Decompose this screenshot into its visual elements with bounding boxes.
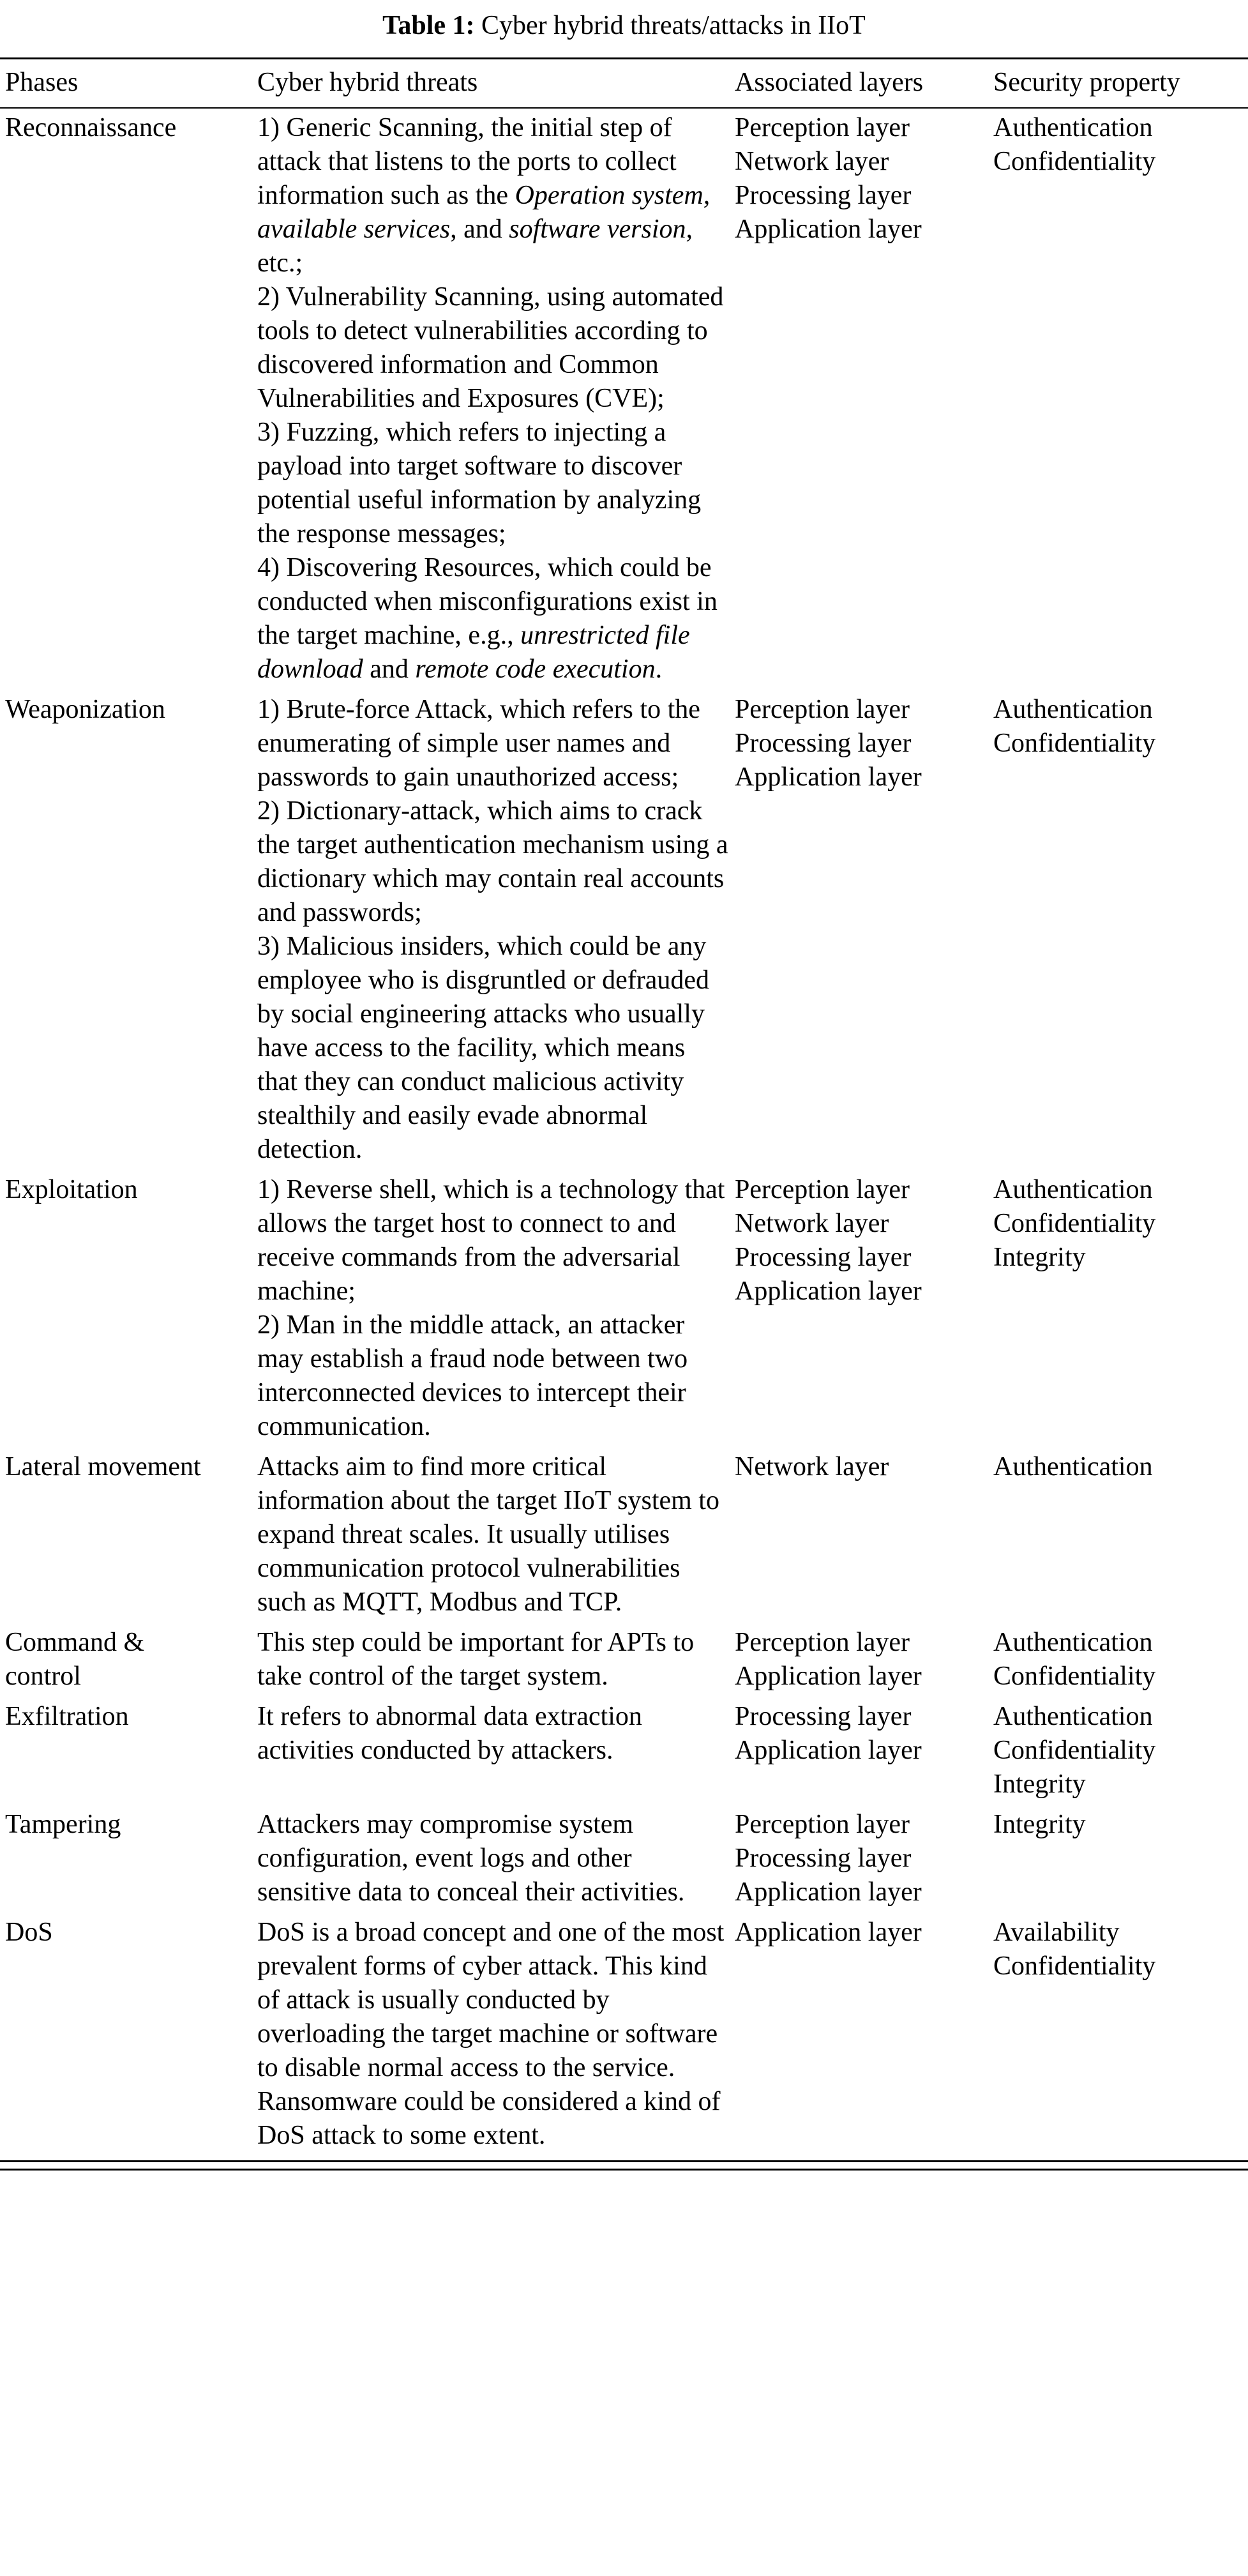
layer-line: Network layer	[735, 1209, 889, 1238]
security-line: Authentication	[993, 1702, 1153, 1731]
security-cell	[993, 108, 1248, 690]
phase-cell: Exploitation	[5, 1175, 138, 1204]
threat-text-italic: unrestricted file download	[257, 621, 690, 684]
header-security: Security property	[993, 59, 1248, 109]
threats-cell	[257, 690, 735, 1171]
layer-line: Perception layer	[735, 1810, 910, 1839]
threat-text: Attacks aim to find more critical information about the target IIoT system to expand threat scales. It usually utilises communication protocol vulnerabilities such as MQTT, Modbus and TCP.	[257, 1452, 719, 1617]
table-row	[0, 690, 1248, 1171]
security-line: Confidentiality	[993, 1951, 1156, 1981]
phase-cell: Command & control	[5, 1628, 145, 1691]
threat-text: , and	[450, 215, 509, 244]
threat-text: 2) Vulnerability Scanning, using automated tools to detect vulnerabilities according to discovered information and Common Vulnerabilities and Exposures (CVE);	[257, 282, 724, 413]
table-row	[0, 1171, 1248, 1448]
threats-cell	[257, 108, 735, 690]
header-phases: Phases	[0, 59, 257, 109]
security-cell	[993, 1623, 1248, 1697]
threat-item	[257, 1916, 730, 2153]
threat-item	[257, 930, 730, 1167]
threat-text: 1) Reverse shell, which is a technology that allows the target host to connect to and receive commands from the adversarial machine;	[257, 1175, 725, 1306]
layer-line: Application layer	[735, 1877, 922, 1907]
table-body	[0, 108, 1248, 2162]
phase-cell: Lateral movement	[5, 1452, 201, 1481]
threat-text-italic: Operation system, available services	[257, 181, 710, 244]
layers-cell	[735, 1623, 993, 1697]
layers-cell	[735, 1913, 993, 2162]
security-cell	[993, 1913, 1248, 2162]
threats-cell	[257, 1171, 735, 1448]
layer-line: Processing layer	[735, 1702, 912, 1731]
layer-line: Processing layer	[735, 729, 912, 758]
phase-cell: Exfiltration	[5, 1702, 129, 1731]
phase-cell: Tampering	[5, 1810, 121, 1839]
layer-line: Processing layer	[735, 181, 912, 210]
phase-cell: Reconnaissance	[5, 113, 177, 142]
table-caption	[0, 9, 1248, 42]
threat-text: Attackers may compromise system configuration, event logs and other sensitive data to conceal their activities.	[257, 1810, 685, 1907]
table-row	[0, 1623, 1248, 1697]
layer-line: Perception layer	[735, 695, 910, 724]
layer-line: Perception layer	[735, 1628, 910, 1657]
threat-text: DoS is a broad concept and one of the most prevalent forms of cyber attack. This kind of attack is usually conducted by overloading the target machine or software to disable normal access to the service. Ransomware could be considered a kind of DoS attack to some extent.	[257, 1918, 725, 2150]
threat-item	[257, 416, 730, 551]
threat-text: 4) Discovering Resources, which could be conducted when misconfigurations exist in the target machine, e.g.,	[257, 553, 718, 650]
layer-line: Network layer	[735, 147, 889, 176]
threat-text: 1) Brute-force Attack, which refers to the enumerating of simple user names and passwords to gain unauthorized access;	[257, 695, 700, 792]
table-row	[0, 1697, 1248, 1805]
threat-item	[257, 1450, 730, 1619]
threat-item	[257, 280, 730, 416]
threat-item	[257, 1308, 730, 1444]
threat-text: 2) Dictionary-attack, which aims to crack the target authentication mechanism using a dictionary which may contain real accounts and passwords;	[257, 796, 728, 927]
security-line: Integrity	[993, 1769, 1086, 1799]
threat-item	[257, 794, 730, 930]
threat-item	[257, 1700, 730, 1768]
security-line: Confidentiality	[993, 1209, 1156, 1238]
security-line: Authentication	[993, 1628, 1153, 1657]
threat-text: and	[363, 655, 416, 684]
layers-cell	[735, 1171, 993, 1448]
layer-line: Application layer	[735, 1736, 922, 1765]
security-line: Integrity	[993, 1810, 1086, 1839]
security-line: Authentication	[993, 1175, 1153, 1204]
threats-cell	[257, 1623, 735, 1697]
threat-text-italic: software version,	[509, 215, 693, 244]
header-layers: Associated layers	[735, 59, 993, 109]
table-row	[0, 1805, 1248, 1913]
threat-text: .	[655, 655, 663, 684]
threats-cell	[257, 1697, 735, 1805]
header-threats: Cyber hybrid threats	[257, 59, 735, 109]
security-line: Integrity	[993, 1243, 1086, 1272]
security-cell	[993, 690, 1248, 1171]
layer-line: Application layer	[735, 215, 922, 244]
security-line: Confidentiality	[993, 729, 1156, 758]
security-line: Authentication	[993, 695, 1153, 724]
layer-line: Application layer	[735, 1918, 922, 1947]
threat-item	[257, 111, 730, 280]
security-cell	[993, 1448, 1248, 1623]
table-row	[0, 108, 1248, 690]
layer-line: Application layer	[735, 1277, 922, 1306]
threats-cell	[257, 1805, 735, 1913]
threats-cell	[257, 1913, 735, 2162]
table-row	[0, 1913, 1248, 2162]
layers-cell	[735, 108, 993, 690]
layers-cell	[735, 1448, 993, 1623]
security-line: Availability	[993, 1918, 1120, 1947]
layer-line: Application layer	[735, 1662, 922, 1691]
phase-cell: Weaponization	[5, 695, 165, 724]
security-line: Confidentiality	[993, 147, 1156, 176]
threats-cell	[257, 1448, 735, 1623]
threat-item	[257, 1626, 730, 1693]
threats-table	[0, 57, 1248, 2162]
threat-text: 3) Fuzzing, which refers to injecting a payload into target software to discover potential useful information by analyzing the response messages;	[257, 418, 702, 549]
layer-line: Processing layer	[735, 1243, 912, 1272]
table-caption-text: Cyber hybrid threats/attacks in IIoT	[481, 11, 866, 40]
security-line: Authentication	[993, 113, 1153, 142]
threat-item	[257, 1173, 730, 1308]
threat-text: 2) Man in the middle attack, an attacker may establish a fraud node between two interconnected devices to intercept their communication.	[257, 1310, 688, 1441]
security-cell	[993, 1697, 1248, 1805]
phase-cell: DoS	[5, 1918, 53, 1947]
layer-line: Perception layer	[735, 1175, 910, 1204]
security-line: Confidentiality	[993, 1662, 1156, 1691]
table-header	[0, 59, 1248, 109]
bottom-rule	[0, 2169, 1248, 2171]
threat-item	[257, 551, 730, 686]
table-caption-label: Table 1:	[382, 11, 475, 40]
layer-line: Processing layer	[735, 1844, 912, 1873]
threat-text: It refers to abnormal data extraction activities conducted by attackers.	[257, 1702, 642, 1765]
layer-line: Network layer	[735, 1452, 889, 1481]
threat-text: This step could be important for APTs to take control of the target system.	[257, 1628, 695, 1691]
layers-cell	[735, 1697, 993, 1805]
layers-cell	[735, 1805, 993, 1913]
layers-cell	[735, 690, 993, 1171]
threat-text: 1) Generic Scanning, the initial step of attack that listens to the ports to collect information such as the	[257, 113, 677, 210]
header-row	[0, 59, 1248, 109]
threat-text-italic: remote code execution	[415, 655, 656, 684]
security-cell	[993, 1805, 1248, 1913]
security-line: Confidentiality	[993, 1736, 1156, 1765]
security-line: Authentication	[993, 1452, 1153, 1481]
layer-line: Application layer	[735, 762, 922, 792]
threat-item	[257, 1808, 730, 1909]
security-cell	[993, 1171, 1248, 1448]
layer-line: Perception layer	[735, 113, 910, 142]
threat-text: 3) Malicious insiders, which could be any employee who is disgruntled or defrauded by social engineering attacks who usually have access to the facility, which means that they can conduct malicious activity stealthily and easily evade abnormal detection.	[257, 932, 709, 1164]
threat-text: etc.;	[257, 248, 303, 278]
table-row	[0, 1448, 1248, 1623]
threat-item	[257, 693, 730, 794]
